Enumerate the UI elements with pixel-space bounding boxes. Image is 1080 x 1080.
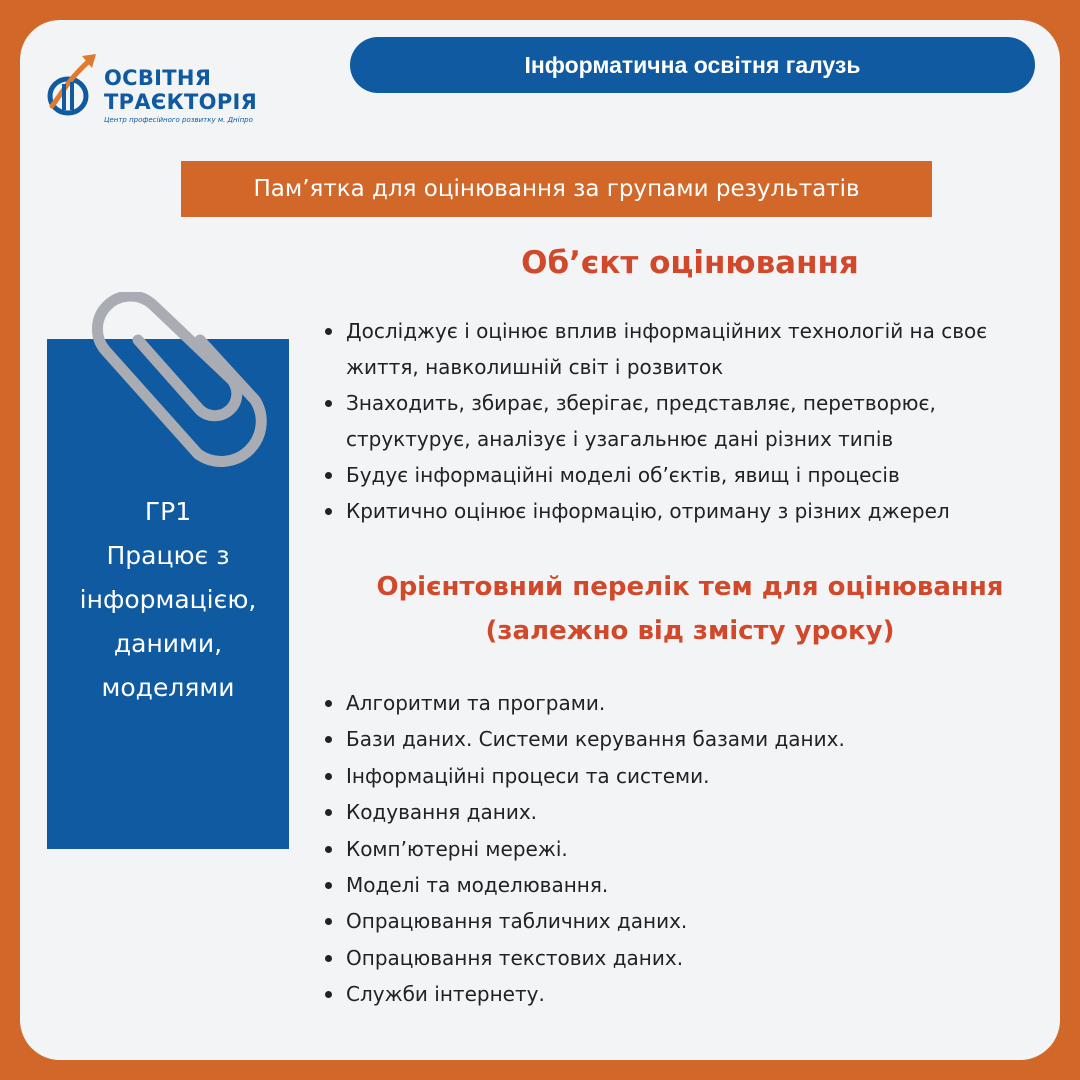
list-item: Будує інформаційні моделі об’єктів, явищ і процесів [322, 457, 1042, 493]
list-item: Служби інтернету. [322, 976, 1022, 1012]
list-item: Опрацювання табличних даних. [322, 903, 1022, 939]
list-item: Критично оцінює інформацію, отриману з різних джерел [322, 493, 1042, 529]
group-line-2: інформацією, [79, 585, 257, 614]
group-line-4: моделями [101, 673, 235, 702]
trajectory-arrow-icon [46, 50, 106, 130]
group-line-3: даними, [113, 629, 223, 658]
topics-heading-line1: Орієнтовний перелік тем для оцінювання [376, 572, 1004, 602]
list-item: Опрацювання текстових даних. [322, 940, 1022, 976]
logo-subtitle: Центр професійного розвитку м. Дніпро [104, 116, 253, 124]
logo-title-line1: ОСВІТНЯ [104, 66, 212, 90]
list-item: Знаходить, збирає, зберігає, представляє, перетворює, структурує, аналізує і узагальнює дані різних типів [322, 385, 1042, 457]
list-item: Кодування даних. [322, 794, 1022, 830]
topics-heading [320, 565, 1060, 653]
list-item: Інформаційні процеси та системи. [322, 758, 1022, 794]
group-code: ГР1 [144, 497, 192, 526]
assessment-object-list [322, 313, 1042, 529]
infographic-card [20, 20, 1060, 1060]
list-item: Бази даних. Системи керування базами даних. [322, 721, 1022, 757]
group-line-1: Працює з [106, 541, 230, 570]
list-item: Комп’ютерні мережі. [322, 831, 1022, 867]
paperclip-icon [80, 292, 280, 482]
topics-list [322, 685, 1022, 1013]
logo-title-line2: ТРАЄКТОРІЯ [104, 90, 258, 114]
list-item: Моделі та моделювання. [322, 867, 1022, 903]
assessment-object-heading: Об’єкт оцінювання [521, 245, 859, 281]
list-item: Алгоритми та програми. [322, 685, 1022, 721]
list-item: Досліджує і оцінює вплив інформаційних технологій на своє життя, навколишній світ і розвиток [322, 313, 1042, 385]
group-label [47, 490, 289, 710]
memo-banner: Пам’ятка для оцінювання за групами результатів [181, 161, 932, 217]
logo [46, 50, 276, 150]
topics-heading-line2: (залежно від змісту уроку) [485, 616, 895, 646]
branch-title-pill: Інформатична освітня галузь [350, 37, 1035, 93]
